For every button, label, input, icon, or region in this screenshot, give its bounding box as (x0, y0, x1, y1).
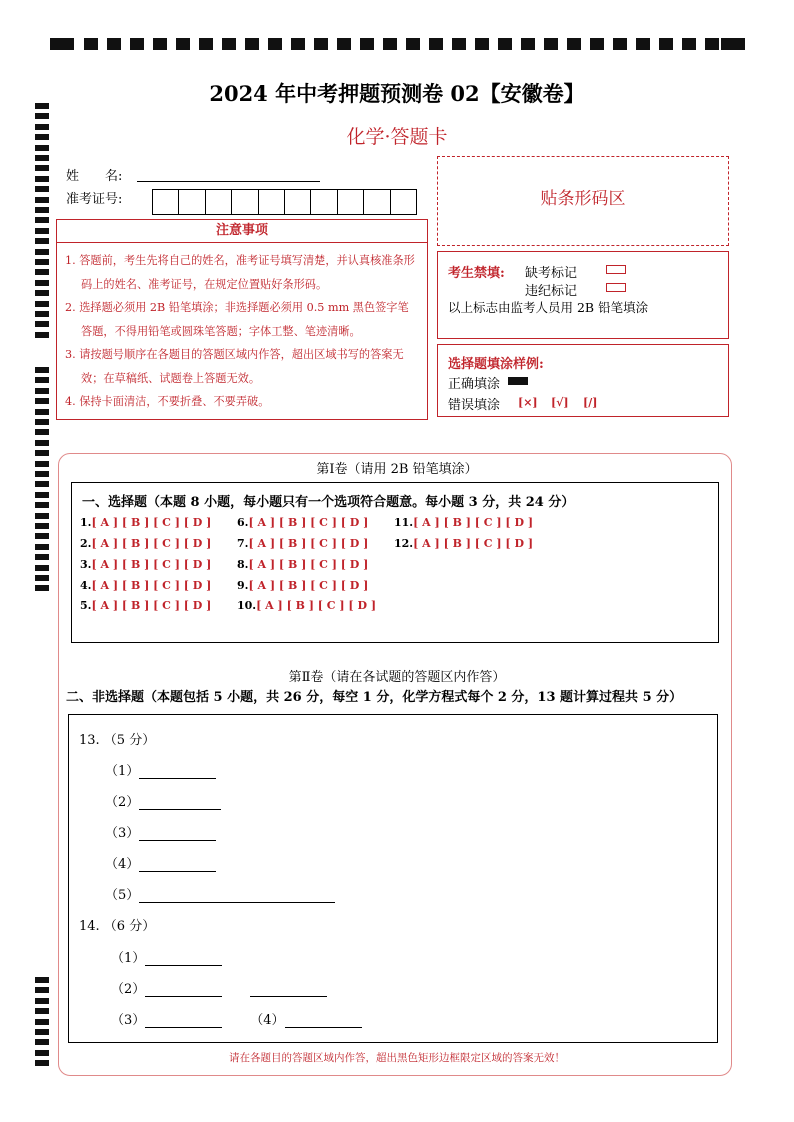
alignment-mark (35, 259, 49, 265)
exam-id-digit-box[interactable] (338, 190, 364, 214)
violation-label: 违纪标记 (525, 284, 578, 299)
alignment-mark (84, 38, 98, 50)
exam-id-boxes[interactable] (152, 189, 417, 215)
alignment-mark (35, 269, 49, 275)
alignment-mark (35, 585, 49, 591)
alignment-mark (35, 165, 49, 171)
multiple-choice-box (71, 482, 719, 643)
alignment-mark (35, 238, 49, 244)
q13-part[interactable]: （1） (105, 760, 216, 779)
alignment-mark (636, 38, 650, 50)
q13-part[interactable]: （2） (105, 791, 221, 810)
exam-id-digit-box[interactable] (206, 190, 232, 214)
mc-question[interactable]: 11.[ A ] [ B ] [ C ] [ D ] (394, 516, 534, 529)
alignment-mark (199, 38, 213, 50)
exam-id-digit-box[interactable] (391, 190, 416, 214)
top-alignment-marks (50, 38, 745, 50)
alignment-mark (245, 38, 259, 50)
answer-box (68, 714, 718, 1043)
alignment-mark (35, 388, 49, 394)
alignment-mark (35, 523, 49, 529)
alignment-mark (35, 176, 49, 182)
alignment-mark (35, 321, 49, 327)
alignment-mark (35, 367, 49, 373)
part2-title: 第Ⅱ卷（请在各试题的答题区内作答） (288, 670, 506, 685)
alignment-mark (35, 998, 49, 1004)
q14-part[interactable]: （3） （4） (111, 1009, 362, 1028)
alignment-mark (35, 409, 49, 415)
alignment-mark (35, 1019, 49, 1025)
q13-label: 13. （5 分） (79, 733, 156, 748)
alignment-mark (35, 977, 49, 983)
alignment-mark (35, 565, 49, 571)
notice-item: 3. 请按题号顺序在各题目的答题区域内作答，超出区域书写的答案无效；在草稿纸、试题卷上答题无效。 (65, 348, 404, 385)
q13-part[interactable]: （5） (105, 884, 335, 903)
alignment-mark (153, 38, 167, 50)
alignment-mark (35, 155, 49, 161)
alignment-mark (222, 38, 236, 50)
wrong-fill-label: 错误填涂 (448, 398, 501, 413)
q14-part[interactable]: （2） (111, 978, 327, 997)
mc-heading: 一、选择题（本题 8 小题，每小题只有一个选项符合题意。每小题 3 分，共 24 分） (82, 495, 575, 510)
alignment-mark (107, 38, 121, 50)
alignment-mark (35, 186, 49, 192)
notice-list (57, 243, 427, 414)
alignment-mark (35, 575, 49, 581)
mc-question[interactable]: 3.[ A ] [ B ] [ C ] [ D ] (80, 558, 212, 571)
alignment-mark (291, 38, 305, 50)
alignment-mark (721, 38, 745, 50)
alignment-mark (35, 1029, 49, 1035)
alignment-mark (35, 440, 49, 446)
forbid-note: 以上标志由监考人员用 2B 铅笔填涂 (448, 300, 649, 315)
notice-heading: 注意事项 (57, 220, 427, 243)
exam-id-digit-box[interactable] (232, 190, 258, 214)
alignment-mark (452, 38, 466, 50)
alignment-mark (35, 311, 49, 317)
alignment-mark (35, 332, 49, 338)
violation-checkbox[interactable] (606, 283, 626, 292)
absent-label: 缺考标记 (525, 266, 578, 281)
alignment-mark (383, 38, 397, 50)
alignment-mark (429, 38, 443, 50)
alignment-mark (35, 481, 49, 487)
exam-id-digit-box[interactable] (364, 190, 390, 214)
q14-label: 14. （6 分） (79, 919, 156, 934)
exam-id-digit-box[interactable] (311, 190, 337, 214)
mc-question[interactable]: 5.[ A ] [ B ] [ C ] [ D ] (80, 599, 212, 612)
alignment-mark (360, 38, 374, 50)
mc-question[interactable]: 9.[ A ] [ B ] [ C ] [ D ] (237, 579, 369, 592)
alignment-mark (613, 38, 627, 50)
alignment-mark (521, 38, 535, 50)
mc-question[interactable]: 1.[ A ] [ B ] [ C ] [ D ] (80, 516, 212, 529)
notice-item: 1. 答题前，考生先将自己的姓名，准考证号填写清楚，并认真核准条形码上的姓名、准考证号，在规定位置贴好条形码。 (65, 254, 415, 291)
alignment-mark (35, 544, 49, 550)
wrong-mark-slash: [/] (583, 396, 598, 409)
alignment-mark (682, 38, 696, 50)
alignment-mark (268, 38, 282, 50)
alignment-mark (498, 38, 512, 50)
forbid-label: 考生禁填: (448, 266, 505, 281)
alignment-mark (35, 1008, 49, 1014)
alignment-mark (35, 554, 49, 560)
alignment-mark (35, 377, 49, 383)
mc-question[interactable]: 12.[ A ] [ B ] [ C ] [ D ] (394, 537, 534, 550)
alignment-mark (35, 249, 49, 255)
q13-part[interactable]: （4） (105, 853, 216, 872)
alignment-mark (475, 38, 489, 50)
alignment-mark (406, 38, 420, 50)
alignment-mark (35, 429, 49, 435)
part1-title: 第Ⅰ卷（请用 2B 铅笔填涂） (316, 462, 478, 477)
part2-heading: 二、非选择题（本题包括 5 小题，共 26 分，每空 1 分，化学方程式每个 2 分，13 题计算过程共 5 分） (66, 690, 683, 705)
footer-warning: 请在各题目的答题区域内作答，超出黑色矩形边框限定区域的答案无效！ (229, 1052, 565, 1064)
mc-question[interactable]: 6.[ A ] [ B ] [ C ] [ D ] (237, 516, 369, 529)
alignment-mark (35, 419, 49, 425)
exam-id-digit-box[interactable] (179, 190, 205, 214)
id-label: 准考证号: (66, 192, 123, 207)
alignment-mark (659, 38, 673, 50)
fill-sample-panel (437, 344, 729, 417)
alignment-mark (35, 1039, 49, 1045)
mc-question[interactable]: 7.[ A ] [ B ] [ C ] [ D ] (237, 537, 369, 550)
q14-part[interactable]: （1） (111, 947, 222, 966)
alignment-mark (35, 450, 49, 456)
mc-question[interactable]: 8.[ A ] [ B ] [ C ] [ D ] (237, 558, 369, 571)
alignment-mark (567, 38, 581, 50)
alignment-mark (176, 38, 190, 50)
alignment-mark (544, 38, 558, 50)
exam-id-digit-box[interactable] (153, 190, 179, 214)
absent-checkbox[interactable] (606, 265, 626, 274)
alignment-mark (35, 301, 49, 307)
alignment-mark (35, 987, 49, 993)
name-label: 姓 名: (66, 169, 123, 184)
alignment-mark (314, 38, 328, 50)
page-title: 2024 年中考押题预测卷 02【安徽卷】 (209, 81, 585, 106)
alignment-mark (35, 492, 49, 498)
correct-fill-label: 正确填涂 (448, 377, 501, 392)
q13-part[interactable]: （3） (105, 822, 216, 841)
alignment-mark (35, 533, 49, 539)
notice-item: 4. 保持卡面清洁，不要折叠、不要弄破。 (65, 395, 270, 408)
alignment-mark (130, 38, 144, 50)
exam-id-digit-box[interactable] (285, 190, 311, 214)
mc-question[interactable]: 10.[ A ] [ B ] [ C ] [ D ] (237, 599, 377, 612)
notice-panel (56, 219, 428, 420)
page-subtitle: 化学·答题卡 (346, 126, 448, 148)
wrong-mark-x: [×] (518, 396, 538, 409)
correct-fill-sample (508, 377, 528, 385)
mc-question[interactable]: 4.[ A ] [ B ] [ C ] [ D ] (80, 579, 212, 592)
notice-item: 2. 选择题必须用 2B 铅笔填涂；非选择题必须用 0.5 mm 黑色签字笔答题，不得用铅笔或圆珠笔答题；字体工整、笔迹清晰。 (65, 301, 409, 338)
alignment-mark (337, 38, 351, 50)
alignment-mark (35, 228, 49, 234)
exam-id-digit-box[interactable] (259, 190, 285, 214)
sample-heading: 选择题填涂样例: (448, 357, 544, 372)
alignment-mark (50, 38, 74, 50)
alignment-mark (705, 38, 719, 50)
alignment-mark (35, 290, 49, 296)
proctor-only-panel (437, 251, 729, 339)
alignment-mark (35, 513, 49, 519)
alignment-mark (35, 113, 49, 119)
alignment-mark (35, 398, 49, 404)
name-field[interactable] (137, 164, 320, 182)
alignment-mark (35, 502, 49, 508)
mc-question[interactable]: 2.[ A ] [ B ] [ C ] [ D ] (80, 537, 212, 550)
alignment-mark (35, 217, 49, 223)
alignment-mark (35, 207, 49, 213)
alignment-mark (35, 197, 49, 203)
barcode-area: 贴条形码区 (437, 156, 729, 246)
alignment-mark (35, 280, 49, 286)
wrong-mark-check: [√] (551, 396, 569, 409)
alignment-mark (590, 38, 604, 50)
